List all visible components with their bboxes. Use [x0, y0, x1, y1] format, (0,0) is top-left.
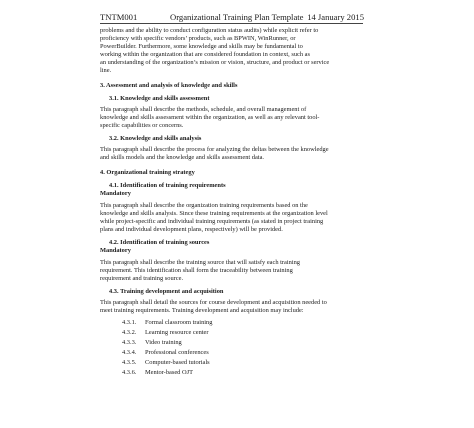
section-4-2-paragraph: This paragraph shall describe the training source that will satisfy each training requirement. This identification shall form the traceability between training requirement and training source.: [100, 259, 300, 282]
training-options-list: [100, 318, 366, 378]
section-3-1-paragraph: This paragraph shall describe the methods, schedule, and overall management of knowledge and skills assessment within the organization, as well as any relevant tool- specific capabilities or concerns.: [100, 106, 320, 129]
document-title: Organizational Training Plan Template: [170, 12, 304, 22]
section-4-1-paragraph: This paragraph shall describe the organization training requirements based on the knowledge and skills analysis. Since these training requirements at the organization level while project-specific and individual training requirements (as stated in project training plans and individual development plans, respectively) will be provided.: [100, 202, 328, 233]
list-item: 4.3.1. Formal classroom training: [122, 319, 213, 326]
document-body: [100, 27, 366, 378]
section-3-heading: 3. Assessment and analysis of knowledge and skills: [100, 82, 238, 89]
section-4-1-heading: 4.1. Identification of training requirements: [109, 182, 226, 189]
section-4-3-heading: 4.3. Training development and acquisition: [109, 288, 224, 295]
page-header: [100, 11, 362, 23]
section-4-heading: 4. Organizational training strategy: [100, 169, 195, 176]
intro-paragraph: problems and the ability to conduct configuration status audits) while explicit refer to proficiency with specific vendors’ products, such as BPWIN, WinRunner, or PowerBuilder. Furthermore, some knowledge and skills may be fundamental to working within the organization that are considered foundation in context, such as an understanding of the organization’s mission or vision, structure, and product or service line.: [100, 27, 330, 74]
section-4-1-mandatory: Mandatory: [100, 190, 131, 197]
document-id: TNTM001: [100, 12, 138, 22]
list-item: 4.3.2. Learning resource center: [122, 329, 209, 336]
section-3-2-heading: 3.2. Knowledge and skills analysis: [109, 135, 202, 142]
list-item: 4.3.4. Professional conferences: [122, 349, 209, 356]
document-date: 14 January 2015: [307, 12, 364, 22]
section-3-2-paragraph: This paragraph shall describe the process for analyzing the deltas between the knowledge and skills models and the knowledge and skills assessment data.: [100, 146, 329, 161]
list-item: 4.3.6. Mentor-based OJT: [122, 369, 193, 376]
section-4-2-heading: 4.2. Identification of training sources: [109, 239, 210, 246]
list-item: 4.3.3. Video training: [122, 339, 182, 346]
header-divider: [100, 23, 363, 24]
section-4-3-paragraph: This paragraph shall detail the sources for course development and acquisition needed to meet training requirements. Training development and acquisition may include:: [100, 299, 327, 314]
section-4-2-mandatory: Mandatory: [100, 247, 131, 254]
list-item: 4.3.5. Computer-based tutorials: [122, 359, 210, 366]
section-3-1-heading: 3.1. Knowledge and skills assessment: [109, 95, 210, 102]
